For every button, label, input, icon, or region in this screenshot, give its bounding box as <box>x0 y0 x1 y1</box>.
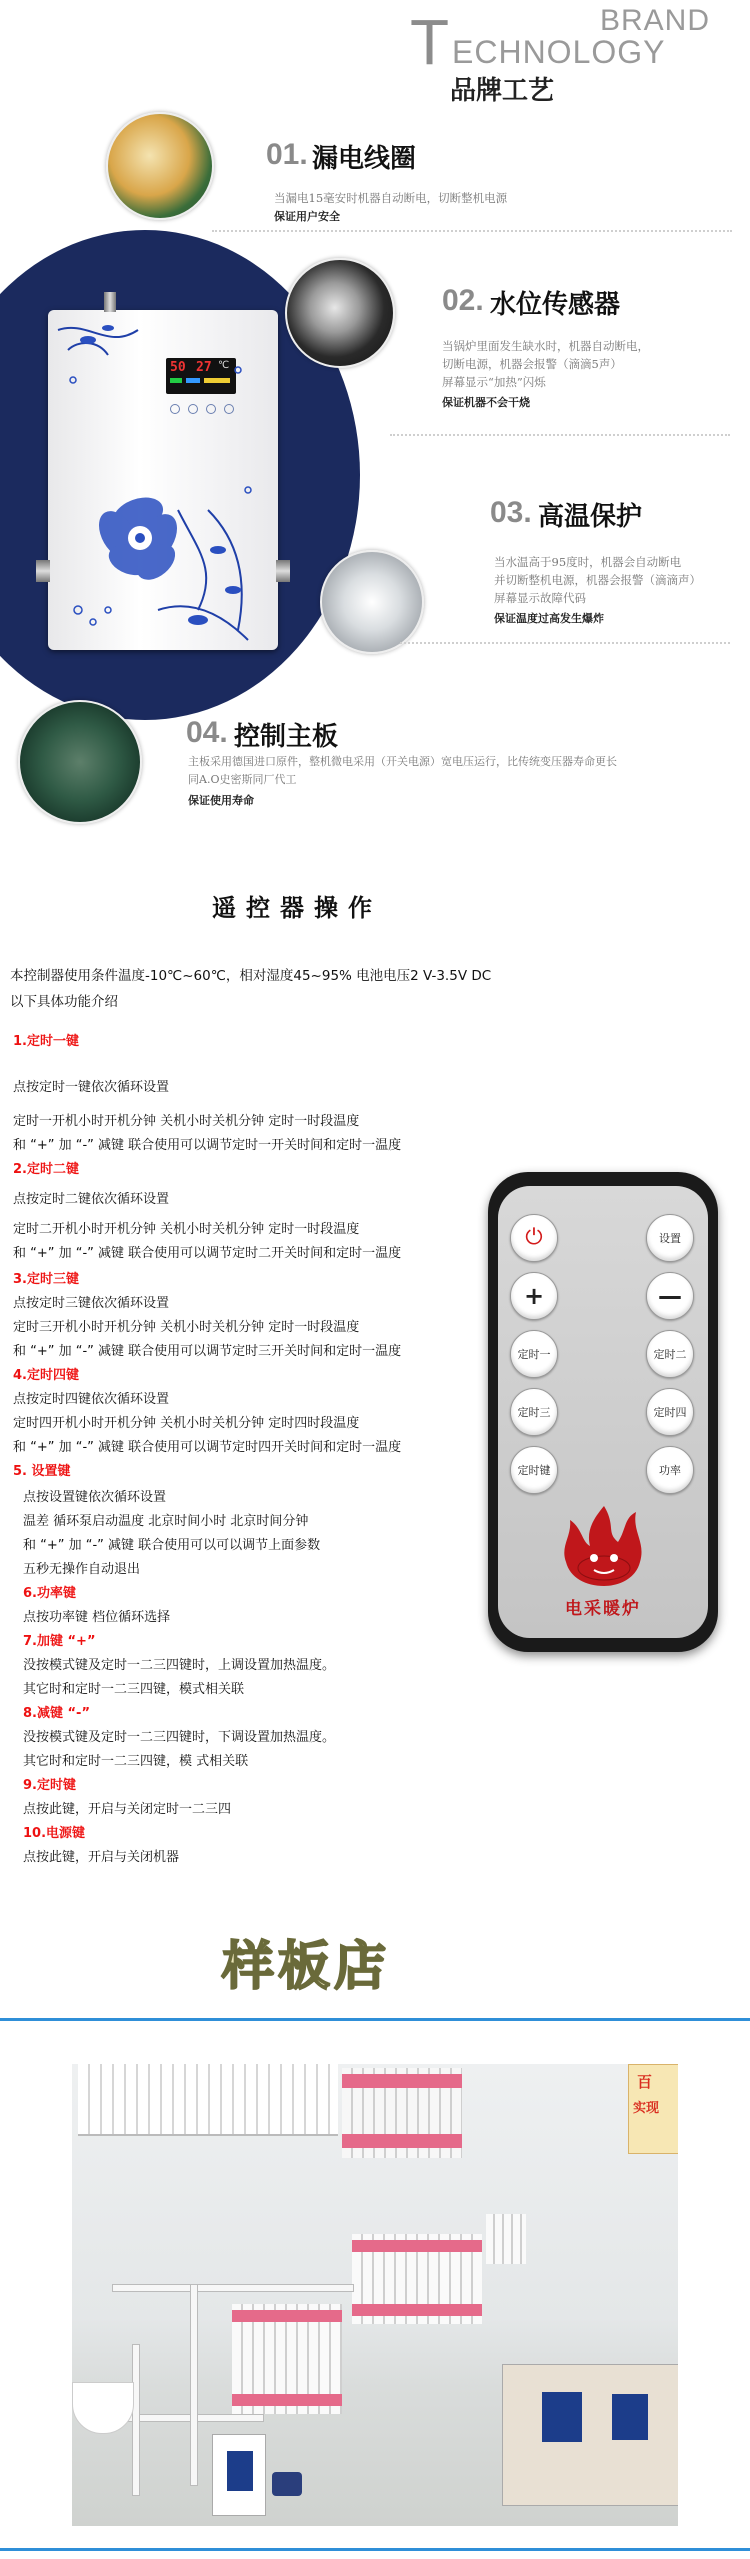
instruction-heading: 7.加键 “+” <box>23 1634 96 1649</box>
feature-03-divider <box>400 642 730 644</box>
remote-plus-button[interactable] <box>510 1272 558 1320</box>
instruction-heading: 8.减键 “-” <box>23 1706 90 1721</box>
instruction-line: 点按此键，开启与关闭机器 <box>23 1850 180 1865</box>
remote-button[interactable] <box>510 1330 558 1378</box>
electric-heater-unit <box>48 310 278 650</box>
white-pipe <box>190 2284 198 2486</box>
remote-button[interactable] <box>646 1388 694 1436</box>
instruction-heading: 5. 设置键 <box>13 1464 71 1479</box>
boiler-panel <box>227 2451 253 2491</box>
feature-01-highlight: 保证用户安全 <box>274 210 340 223</box>
feature-04-highlight: 保证使用寿命 <box>188 794 254 807</box>
remote-minus-button[interactable] <box>646 1272 694 1320</box>
instruction-line: 和 “+” 加 “-” 减键 联合使用可以调节定时三开关时间和定时一温度 <box>13 1344 402 1359</box>
feature-04-title: 控制主板 <box>234 722 339 752</box>
instruction-line: 和 “+” 加 “-” 减键 联合使用可以调节定时四开关时间和定时一温度 <box>13 1440 402 1455</box>
feature-01-desc: 当漏电15毫安时机器自动断电，切断整机电源 <box>274 191 508 205</box>
instruction-line: 点按定时四键依次循环设置 <box>13 1392 170 1407</box>
boiler-unit <box>212 2434 266 2516</box>
instruction-line: 定时一开机小时开机分钟 关机小时关机分钟 定时一时段温度 <box>13 1114 360 1129</box>
remote-button-label: 定时键 <box>517 1464 551 1477</box>
instruction-line: 点按定时二键依次循环设置 <box>13 1192 170 1207</box>
remote-button-label: 功率 <box>659 1464 681 1477</box>
instruction-line: 温差 循环泵启动温度 北京时间小时 北京时间分钟 <box>23 1514 309 1529</box>
display-unit: ℃ <box>218 360 230 371</box>
flame-logo <box>546 1502 662 1592</box>
flower-decoration <box>48 310 278 650</box>
instruction-line: 没按模式键及定时一二三四键时，下调设置加热温度。 <box>23 1730 336 1745</box>
instruction-line: 点按设置键依次循环设置 <box>23 1490 167 1505</box>
display-temp1: 50 <box>170 360 186 375</box>
radiator-pink-band <box>232 2394 342 2406</box>
temperature-probe-photo <box>320 550 424 654</box>
remote-button[interactable] <box>646 1214 694 1262</box>
remote-button-label: 设置 <box>659 1232 681 1245</box>
minus-icon: — <box>658 1282 682 1310</box>
instruction-line: 五秒无操作自动退出 <box>23 1562 141 1577</box>
white-pipe <box>132 2344 140 2496</box>
feature-03-number: 03. <box>490 496 532 529</box>
remote-section-title: 遥控器操作 <box>212 893 382 922</box>
instruction-line: 定时三开机小时开机分钟 关机小时关机分钟 定时一时段温度 <box>13 1320 360 1335</box>
store-bottom-blue-line <box>0 2548 750 2551</box>
feature-03-desc-3: 屏幕显示故障代码 <box>494 591 586 605</box>
feature-02-number: 02. <box>442 284 484 317</box>
feature-02-desc-3: 屏幕显示“加热”闪烁 <box>442 375 546 389</box>
radiator-pink-band <box>232 2310 342 2322</box>
feature-01-title: 漏电线圈 <box>312 144 417 174</box>
leakage-coil-photo <box>106 112 214 220</box>
water-sensor-photo <box>285 258 395 368</box>
instruction-line: 和 “+” 加 “-” 减键 联合使用可以可以调节上面参数 <box>23 1538 321 1553</box>
technology-word: ECHNOLOGY <box>452 34 666 70</box>
remote-button-label: 定时一 <box>517 1348 551 1361</box>
feature-04-desc-2: 同A.O史密斯同厂代工 <box>188 773 297 786</box>
remote-power-button[interactable] <box>510 1214 558 1262</box>
white-pipe <box>112 2284 354 2292</box>
instruction-line: 定时二开机小时开机分钟 关机小时关机分钟 定时一时段温度 <box>13 1222 360 1237</box>
brand-header <box>400 0 750 110</box>
radiator-pink-band <box>342 2134 462 2148</box>
instruction-heading: 6.功率键 <box>23 1586 76 1601</box>
feature-02-desc-2: 切断电源，机器会报警（滴滴5声） <box>442 357 622 371</box>
blue-cabinet <box>612 2394 648 2440</box>
remote-button[interactable] <box>646 1330 694 1378</box>
instruction-line: 定时四开机小时开机分钟 关机小时关机分钟 定时四时段温度 <box>13 1416 360 1431</box>
instruction-heading: 9.定时键 <box>23 1778 76 1793</box>
radiator-top <box>78 2064 338 2136</box>
feature-02-divider <box>390 434 730 436</box>
store-sign-text-1: 百 <box>637 2073 653 2091</box>
feature-02-highlight: 保证机器不会干烧 <box>442 396 530 409</box>
top-pipe <box>104 292 116 312</box>
store-section-title: 样板店 <box>222 1937 391 1997</box>
remote-button-label: 定时二 <box>653 1348 687 1361</box>
instruction-line: 点按此键，开启与关闭定时一二三四 <box>23 1802 232 1817</box>
instruction-line: 其它时和定时一二三四键，模 式相关联 <box>23 1754 249 1769</box>
t-letter: T <box>410 6 451 78</box>
feature-03-title: 高温保护 <box>538 502 643 532</box>
sink <box>72 2382 134 2434</box>
feature-03-desc-1: 当水温高于95度时，机器会自动断电 <box>494 555 682 569</box>
display-cabinet <box>502 2364 678 2506</box>
display-temp2: 27 <box>196 360 212 375</box>
remote-intro-conditions: 本控制器使用条件温度-10℃~60℃，相对湿度45~95% 电池电压2 V-3.5V DC <box>10 968 492 984</box>
remote-button-label: 定时三 <box>517 1406 551 1419</box>
instruction-heading: 3.定时三键 <box>13 1272 79 1287</box>
remote-intro-subtitle: 以下具体功能介绍 <box>10 994 118 1010</box>
store-top-blue-line <box>0 2018 750 2021</box>
feature-04-number: 04. <box>186 716 228 749</box>
radiator-pink-band <box>352 2240 482 2252</box>
remote-button[interactable] <box>646 1446 694 1494</box>
remote-instructions-list <box>0 1030 480 1870</box>
brand-title-cn: 品牌工艺 <box>450 76 555 106</box>
radiator-small <box>486 2214 526 2264</box>
power-icon: ⏻ <box>525 1225 543 1250</box>
feature-04-desc-1: 主板采用德国进口原件，整机微电采用（开关电源）宽电压运行，比传统变压器寿命更长 <box>188 755 617 768</box>
instruction-heading: 2.定时二键 <box>13 1162 79 1177</box>
right-pipe <box>276 560 290 582</box>
store-sign <box>628 2064 678 2154</box>
instruction-heading: 4.定时四键 <box>13 1368 79 1383</box>
brand-word: BRAND <box>599 4 710 37</box>
remote-button-label: 定时四 <box>653 1406 687 1419</box>
blue-cabinet <box>542 2392 582 2442</box>
radiator-pink-band <box>352 2304 482 2316</box>
store-sign-text-2: 实现 <box>633 2101 660 2116</box>
remote-button[interactable] <box>510 1388 558 1436</box>
remote-brand-label: 电采暖炉 <box>565 1599 641 1619</box>
feature-02-title: 水位传感器 <box>490 290 621 320</box>
feature-02-desc-1: 当锅炉里面发生缺水时，机器自动断电， <box>442 339 649 353</box>
instruction-heading: 1.定时一键 <box>13 1034 79 1049</box>
instruction-line: 点按定时一键依次循环设置 <box>13 1080 170 1095</box>
instruction-line: 和 “+” 加 “-” 减键 联合使用可以调节定时一开关时间和定时一温度 <box>13 1138 402 1153</box>
store-photo <box>72 2064 678 2526</box>
instruction-line: 点按功率键 档位循环选择 <box>23 1610 171 1625</box>
plus-icon: + <box>523 1282 545 1310</box>
instruction-line: 和 “+” 加 “-” 减键 联合使用可以调节定时二开关时间和定时一温度 <box>13 1246 402 1261</box>
feature-03-highlight: 保证温度过高发生爆炸 <box>494 612 604 625</box>
instruction-line: 没按模式键及定时一二三四键时，上调设置加热温度。 <box>23 1658 336 1673</box>
instruction-heading: 10.电源键 <box>23 1826 86 1841</box>
radiator-pink-band <box>342 2074 462 2088</box>
feature-03-desc-2: 并切断整机电源，机器会报警（滴滴声） <box>494 573 701 587</box>
control-board-photo <box>18 700 142 824</box>
feature-01-divider <box>212 230 732 232</box>
feature-01-number: 01. <box>266 138 308 171</box>
circulation-pump <box>272 2472 302 2496</box>
instruction-line: 点按定时三键依次循环设置 <box>13 1296 170 1311</box>
remote-control <box>488 1172 718 1652</box>
instruction-line: 其它时和定时一二三四键，模式相关联 <box>23 1682 245 1697</box>
remote-button[interactable] <box>510 1446 558 1494</box>
